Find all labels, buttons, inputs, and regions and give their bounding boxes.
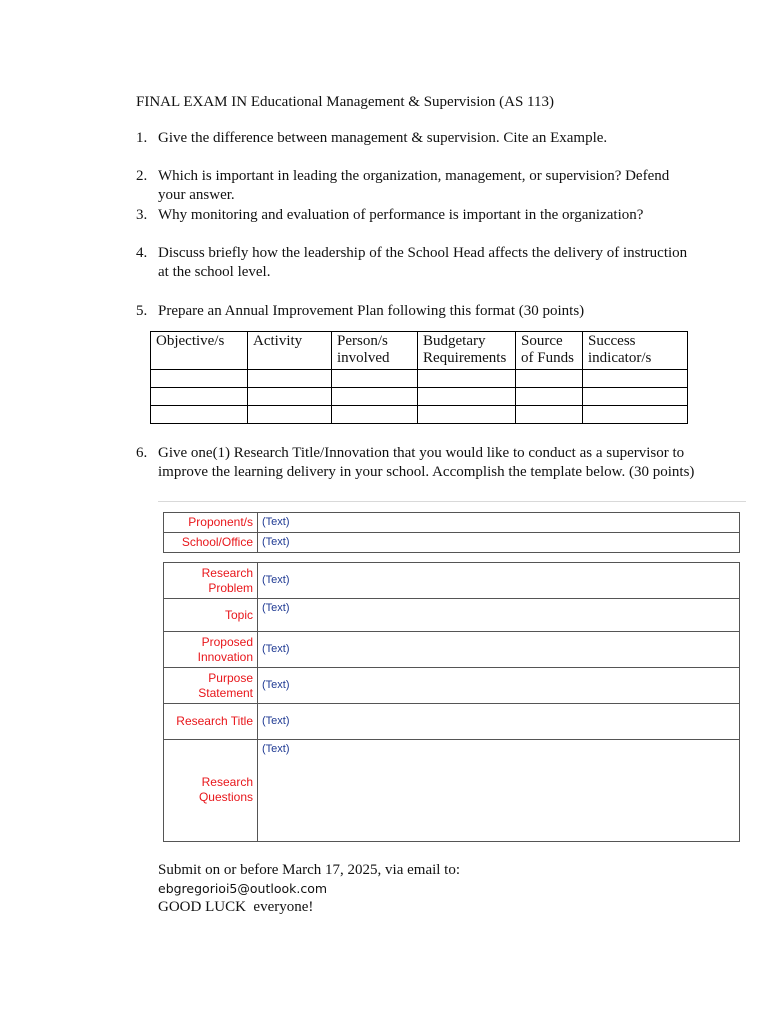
table-cell[interactable] (583, 388, 688, 406)
topic-field[interactable]: (Text) (258, 599, 740, 632)
research-problem-field[interactable]: (Text) (258, 563, 740, 599)
table-cell[interactable] (418, 370, 516, 388)
question-3 (136, 206, 696, 225)
proponent-field[interactable]: (Text) (258, 513, 740, 533)
table-cell[interactable] (332, 406, 418, 424)
submission-instructions: Submit on or before March 17, 2025, via email to: (158, 862, 461, 878)
table-cell[interactable] (516, 370, 583, 388)
research-title-field[interactable]: (Text) (258, 704, 740, 740)
question-text: Discuss briefly how the leadership of the School Head affects the delivery of instruction at the school level. (158, 245, 688, 280)
table-cell[interactable] (248, 388, 332, 406)
purpose-statement-label: Purpose Statement (164, 668, 258, 704)
table-cell[interactable] (248, 406, 332, 424)
question-text: Which is important in leading the organization, management, or supervision? Defend your answer. (158, 168, 670, 203)
table-cell[interactable] (151, 370, 248, 388)
template-row-proposed-innovation (164, 632, 740, 668)
question-number: 1. (136, 130, 148, 146)
proponent-table (163, 512, 740, 553)
column-header-source-of-funds: Source of Funds (516, 332, 583, 370)
exam-title: FINAL EXAM IN Educational Management & Supervision (AS 113) (136, 94, 554, 110)
table-cell[interactable] (332, 388, 418, 406)
question-text: Give one(1) Research Title/Innovation that you would like to conduct as a supervisor to improve the learning delivery in your school. Accomplish the template below. (30 points) (158, 445, 695, 480)
question-6 (136, 444, 696, 482)
table-row (151, 406, 688, 424)
table-header-row (151, 332, 688, 370)
question-number: 5. (136, 303, 148, 319)
template-row-proponent (164, 513, 740, 533)
column-header-objectives: Objective/s (151, 332, 248, 370)
table-cell[interactable] (248, 370, 332, 388)
research-title-label: Research Title (164, 704, 258, 740)
template-row-research-questions (164, 740, 740, 842)
template-row-purpose-statement (164, 668, 740, 704)
annual-improvement-plan-table (150, 331, 688, 424)
table-cell[interactable] (583, 370, 688, 388)
table-cell[interactable] (151, 406, 248, 424)
research-questions-label: Research Questions (164, 740, 258, 842)
research-problem-label: Research Problem (164, 563, 258, 599)
good-luck-message: GOOD LUCK everyone! (158, 899, 314, 915)
table-row (151, 370, 688, 388)
table-cell[interactable] (418, 388, 516, 406)
table-cell[interactable] (151, 388, 248, 406)
table-cell[interactable] (516, 406, 583, 424)
column-header-persons-involved: Person/s involved (332, 332, 418, 370)
column-header-activity: Activity (248, 332, 332, 370)
template-row-topic (164, 599, 740, 632)
proposed-innovation-field[interactable]: (Text) (258, 632, 740, 668)
table-cell[interactable] (516, 388, 583, 406)
question-text: Prepare an Annual Improvement Plan following this format (30 points) (158, 303, 585, 319)
column-header-budgetary-requirements: Budgetary Requirements (418, 332, 516, 370)
question-text: Give the difference between management & supervision. Cite an Example. (158, 130, 608, 146)
question-number: 6. (136, 445, 148, 461)
table-cell[interactable] (583, 406, 688, 424)
proposed-innovation-label: Proposed Innovation (164, 632, 258, 668)
school-office-label: School/Office (164, 533, 258, 553)
proponent-label: Proponent/s (164, 513, 258, 533)
question-1 (136, 129, 696, 148)
topic-label: Topic (164, 599, 258, 632)
divider (158, 501, 746, 502)
template-row-school (164, 533, 740, 553)
question-5 (136, 302, 696, 321)
question-text: Why monitoring and evaluation of performance is important in the organization? (158, 207, 644, 223)
research-template-table (163, 562, 740, 842)
email-address[interactable]: ebgregorioi5@outlook.com (158, 881, 328, 896)
template-row-research-problem (164, 563, 740, 599)
question-4 (136, 244, 696, 282)
column-header-success-indicators: Success indicator/s (583, 332, 688, 370)
research-questions-field[interactable]: (Text) (258, 740, 740, 842)
template-row-research-title (164, 704, 740, 740)
table-cell[interactable] (332, 370, 418, 388)
school-office-field[interactable]: (Text) (258, 533, 740, 553)
question-number: 3. (136, 207, 148, 223)
table-cell[interactable] (418, 406, 516, 424)
question-number: 2. (136, 168, 148, 184)
question-number: 4. (136, 245, 148, 261)
question-2 (136, 167, 696, 205)
table-row (151, 388, 688, 406)
purpose-statement-field[interactable]: (Text) (258, 668, 740, 704)
